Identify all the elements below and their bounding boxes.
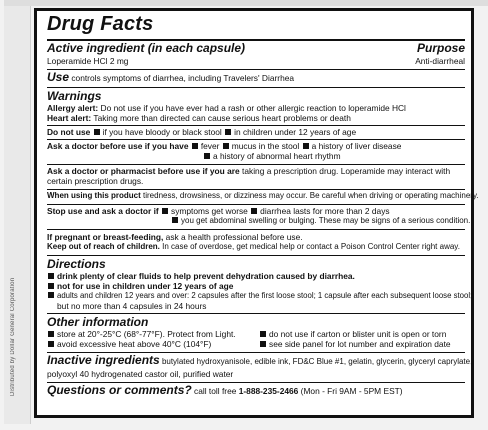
ask-doctor-label: Ask a doctor before use if you have — [47, 141, 189, 151]
divider — [47, 164, 465, 165]
heart-text: Taking more than directed can cause serious heart problems or death — [93, 113, 351, 123]
direction-item — [47, 271, 465, 281]
direction-item — [47, 281, 465, 291]
pregnancy-label: If pregnant or breast-feeding, — [47, 232, 164, 242]
bullet-icon — [172, 217, 178, 223]
do-not-use-item: if you have bloody or black stool — [102, 127, 222, 137]
use-heading: Use — [47, 70, 70, 84]
ask-doctor — [47, 141, 465, 151]
do-not-use — [47, 127, 465, 137]
stop-use-item: symptoms get worse — [171, 206, 248, 216]
other-info-text: do not use if carton or blister unit is open or torn — [269, 329, 447, 339]
bullet-icon — [48, 283, 54, 289]
stop-use-line2 — [171, 216, 471, 226]
questions-section — [47, 385, 465, 396]
divider — [47, 69, 465, 70]
purpose-heading: Purpose — [416, 41, 465, 55]
carton-side-panel — [4, 6, 31, 424]
bullet-icon — [223, 143, 229, 149]
use-text: controls symptoms of diarrhea, including Travelers' Diarrhea — [71, 73, 295, 83]
drug-facts-title: Drug Facts — [47, 13, 154, 35]
ask-doctor-item: a history of abnormal heart rhythm — [213, 151, 341, 161]
other-info-text: avoid excessive heat above 40°C (104°F) — [57, 339, 212, 349]
divider — [47, 139, 465, 140]
divider — [47, 313, 465, 314]
other-info-text: see side panel for lot number and expiration date — [269, 339, 451, 349]
direction-text: not for use in children under 12 years of age — [57, 281, 234, 291]
allergy-alert — [47, 103, 465, 113]
ask-doctor-item: fever — [200, 141, 220, 151]
other-info-item — [259, 329, 465, 339]
use-section — [47, 72, 465, 83]
divider — [47, 189, 465, 190]
when-using — [47, 191, 479, 201]
bullet-icon — [260, 331, 266, 337]
bullet-icon — [162, 208, 168, 214]
active-ingredient: Loperamide HCl 2 mg — [47, 56, 129, 66]
bullet-icon — [192, 143, 198, 149]
other-info-item — [259, 339, 465, 349]
bullet-icon — [225, 129, 231, 135]
inactive-heading: Inactive ingredients — [47, 353, 160, 367]
stop-use — [47, 206, 465, 216]
heart-alert — [47, 113, 465, 123]
stop-use-label: Stop use and ask a doctor if — [47, 206, 159, 216]
bullet-icon — [204, 153, 210, 159]
ask-pharmacist-text: taking a prescription drug. Loperamide may interact with — [242, 166, 451, 176]
bullet-icon — [48, 331, 54, 337]
directions-heading: Directions — [47, 257, 106, 271]
other-info-heading: Other information — [47, 315, 149, 329]
when-using-text: tiredness, drowsiness, or dizziness may occur. Be careful when driving or operating machinery. — [143, 191, 479, 200]
bullet-icon — [251, 208, 257, 214]
bullet-icon — [48, 292, 54, 298]
reach-text: In case of overdose, get medical help or contact a Poison Control Center right away. — [162, 242, 460, 251]
divider — [47, 87, 465, 88]
when-using-label: When using this product — [47, 191, 141, 200]
questions-pre: call toll free — [194, 386, 237, 396]
stop-use-item: you get abdominal swelling or bulging. These may be signs of a serious condition. — [181, 216, 471, 225]
divider — [47, 229, 465, 230]
reach-label: Keep out of reach of children. — [47, 242, 160, 251]
keep-out-of-reach — [47, 242, 465, 252]
do-not-use-label: Do not use — [47, 127, 91, 137]
inactive-text2: polyoxyl 40 hydrogenated castor oil, purified water — [47, 369, 234, 379]
bullet-icon — [48, 341, 54, 347]
other-info-text: store at 20°-25°C (68°-77°F). Protect from Light. — [57, 329, 236, 339]
heart-label: Heart alert: — [47, 113, 92, 123]
warnings-heading: Warnings — [47, 89, 102, 103]
ask-doctor-line2 — [203, 151, 465, 161]
purpose-value: Anti-diarrheal — [415, 56, 465, 66]
phone-number: 1-888-235-2466 — [238, 386, 299, 396]
bullet-icon — [94, 129, 100, 135]
drug-facts-label — [34, 8, 479, 418]
ask-doctor-item: a history of liver disease — [311, 141, 402, 151]
inactive-ingredients — [47, 353, 473, 367]
direction-text: drink plenty of clear fluids to help prevent dehydration caused by diarrhea. — [57, 271, 355, 281]
allergy-label: Allergy alert: — [47, 103, 99, 113]
bullet-icon — [260, 341, 266, 347]
ask-pharmacist-text2: certain prescription drugs. — [47, 176, 144, 186]
divider — [47, 204, 465, 205]
ask-pharmacist — [47, 166, 465, 176]
pregnancy-text: ask a health professional before use. — [165, 232, 303, 242]
divider — [47, 255, 465, 256]
divider — [47, 125, 465, 126]
direction-text: adults and children 12 years and over: 2 capsules after the first loose stool; 1 capsule after each subsequent loose stool; — [57, 291, 473, 300]
direction-item — [47, 291, 473, 301]
bullet-icon — [48, 273, 54, 279]
side-panel-text: Distributed by Dollar General Corporation — [10, 277, 16, 396]
bullet-icon — [303, 143, 309, 149]
active-ingredient-heading: Active ingredient (in each capsule) — [47, 41, 246, 55]
ask-pharmacist-label: Ask a doctor or pharmacist before use if you are — [47, 166, 240, 176]
pregnancy-warning — [47, 232, 465, 242]
allergy-text: Do not use if you have ever had a rash or other allergic reaction to loperamide HCl — [100, 103, 406, 113]
inactive-text: butylated hydroxyanisole, edible ink, FD&C Blue #1, gelatin, glycerin, glyceryl caprylate, — [161, 357, 473, 366]
questions-hours: (Mon - Fri 9AM - 5PM EST) — [300, 386, 403, 396]
carton-top-edge — [4, 0, 488, 6]
do-not-use-item: in children under 12 years of age — [234, 127, 357, 137]
questions-heading: Questions or comments? — [47, 383, 192, 397]
ask-doctor-item: mucus in the stool — [231, 141, 300, 151]
stop-use-item: diarrhea lasts for more than 2 days — [260, 206, 390, 216]
direction-item-cont: but no more than 4 capsules in 24 hours — [57, 301, 207, 311]
